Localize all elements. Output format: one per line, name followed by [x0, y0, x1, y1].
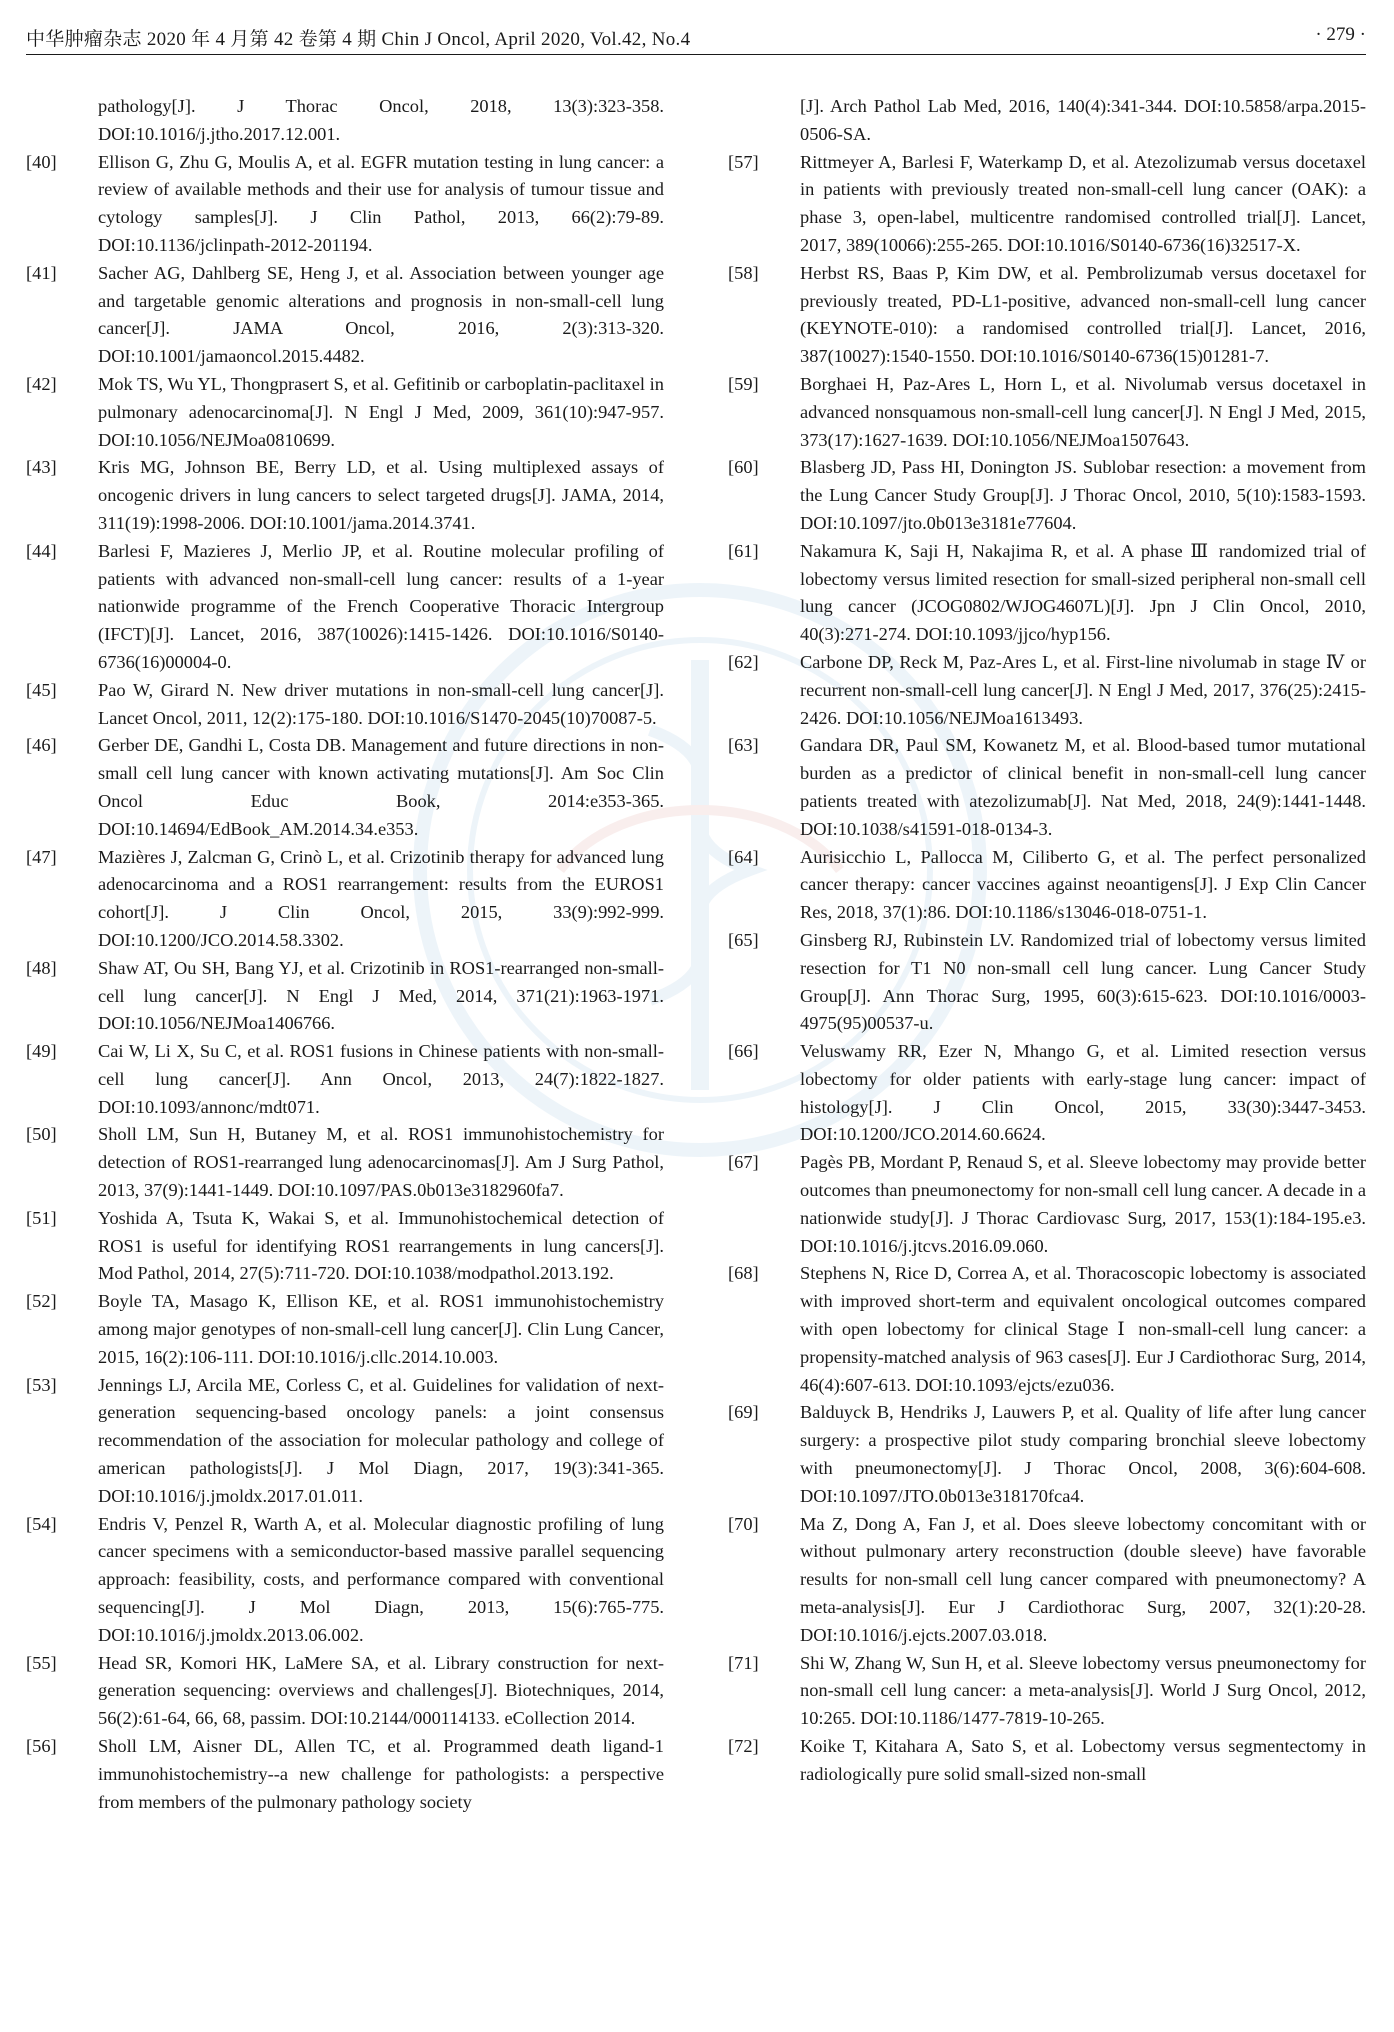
reference-number: [55] — [26, 1652, 57, 1673]
reference-text: pathology[J]. J Thorac Oncol, 2018, 13(3):323-358. DOI:10.1016/j.jtho.2017.12.001. — [98, 96, 664, 144]
reference-entry — [728, 1733, 1366, 1789]
reference-number: [41] — [26, 262, 57, 283]
reference-entry — [26, 844, 664, 955]
reference-text: Sholl LM, Sun H, Butaney M, et al. ROS1 immunohistochemistry for detection of ROS1-rearranged lung adenocarcinomas[J]. Am J Surg Pathol, 2013, 37(9):1441-1449. DOI:10.1097/PAS.0b013e3182960fa7. — [98, 1124, 664, 1201]
reference-text: Mazières J, Zalcman G, Crinò L, et al. Crizotinib therapy for advanced lung adenocarcinoma and a ROS1 rearrangement: results from the EUROS1 cohort[J]. J Clin Oncol, 2015, 33(9):992-999. DOI:10.1200/JCO.2014.58.3302. — [98, 846, 664, 950]
reference-entry — [26, 1511, 664, 1650]
reference-text: Carbone DP, Reck M, Paz-Ares L, et al. First-line nivolumab in stage Ⅳ or recurrent non-small-cell lung cancer[J]. N Engl J Med, 2017, 376(25):2415-2426. DOI:10.1056/NEJMoa1613493. — [800, 651, 1366, 728]
reference-number: [62] — [728, 651, 759, 672]
reference-text: Mok TS, Wu YL, Thongprasert S, et al. Gefitinib or carboplatin-paclitaxel in pulmonary adenocarcinoma[J]. N Engl J Med, 2009, 361(10):947-957. DOI:10.1056/NEJMoa0810699. — [98, 373, 664, 450]
reference-number: [69] — [728, 1402, 759, 1423]
reference-text: Barlesi F, Mazieres J, Merlio JP, et al. Routine molecular profiling of patients with advanced non-small-cell lung cancer: results of a 1-year nationwide programme of the French Cooperative Thoracic Intergroup (IFCT)[J]. Lancet, 2016, 387(10026):1415-1426. DOI:10.1016/S0140-6736(16)00004-0. — [98, 540, 664, 672]
reference-number: [68] — [728, 1263, 759, 1284]
reference-number: [64] — [728, 846, 759, 867]
reference-entry — [26, 93, 664, 149]
journal-citation-header: 中华肿瘤杂志 2020 年 4 月第 42 卷第 4 期 Chin J Oncol, April 2020, Vol.42, No.4 — [26, 29, 691, 50]
reference-entry — [728, 149, 1366, 260]
reference-entry — [728, 844, 1366, 927]
reference-entry — [26, 1121, 664, 1204]
reference-text: Borghaei H, Paz-Ares L, Horn L, et al. Nivolumab versus docetaxel in advanced nonsquamous non-small-cell lung cancer[J]. N Engl J Med, 2015, 373(17):1627-1639. DOI:10.1056/NEJMoa1507643. — [800, 373, 1366, 450]
reference-number: [51] — [26, 1207, 57, 1228]
reference-text: Ginsberg RJ, Rubinstein LV. Randomized trial of lobectomy versus limited resection for T1 N0 non-small cell lung cancer. Lung Cancer Study Group[J]. Ann Thorac Surg, 1995, 60(3):615-623. DOI:10.1016/0003-4975(95)00537-u. — [800, 929, 1366, 1034]
reference-number: [70] — [728, 1513, 759, 1534]
reference-text: [J]. Arch Pathol Lab Med, 2016, 140(4):341-344. DOI:10.5858/arpa.2015-0506-SA. — [800, 96, 1366, 144]
reference-text: Head SR, Komori HK, LaMere SA, et al. Library construction for next-generation sequencing: overviews and challenges[J]. Biotechniques, 2014, 56(2):61-64, 66, 68, passim. DOI:10.2144/000114133. eCollection 2014. — [98, 1652, 664, 1729]
reference-number: [44] — [26, 540, 57, 561]
reference-number: [53] — [26, 1374, 57, 1395]
reference-number: [46] — [26, 735, 57, 756]
reference-number: [45] — [26, 679, 57, 700]
reference-text: Shaw AT, Ou SH, Bang YJ, et al. Crizotinib in ROS1-rearranged non-small-cell lung cancer[J]. N Engl J Med, 2014, 371(21):1963-1971. DOI:10.1056/NEJMoa1406766. — [98, 957, 664, 1034]
reference-entry — [26, 1733, 664, 1816]
reference-text: Veluswamy RR, Ezer N, Mhango G, et al. Limited resection versus lobectomy for older patients with early-stage lung cancer: impact of histology[J]. J Clin Oncol, 2015, 33(30):3447-3453. DOI:10.1200/JCO.2014.60.6624. — [800, 1041, 1366, 1145]
reference-number: [52] — [26, 1291, 57, 1312]
page-number: · 279 · — [1315, 24, 1366, 45]
reference-entry — [26, 1205, 664, 1288]
reference-number: [61] — [728, 540, 759, 561]
reference-entry — [26, 1650, 664, 1733]
reference-text: Pao W, Girard N. New driver mutations in non-small-cell lung cancer[J]. Lancet Oncol, 2011, 12(2):175-180. DOI:10.1016/S1470-2045(10)70087-5. — [98, 679, 664, 728]
reference-text: Sacher AG, Dahlberg SE, Heng J, et al. Association between younger age and targetable genomic alterations and prognosis in non-small-cell lung cancer[J]. JAMA Oncol, 2016, 2(3):313-320. DOI:10.1001/jamaoncol.2015.4482. — [98, 262, 664, 367]
reference-number: [50] — [26, 1124, 57, 1145]
running-header — [26, 18, 1366, 58]
reference-entry — [26, 454, 664, 537]
reference-entry — [728, 1149, 1366, 1260]
reference-text: Kris MG, Johnson BE, Berry LD, et al. Using multiplexed assays of oncogenic drivers in lung cancers to select targeted drugs[J]. JAMA, 2014, 311(19):1998-2006. DOI:10.1001/jama.2014.3741. — [98, 457, 664, 533]
reference-text: Yoshida A, Tsuta K, Wakai S, et al. Immunohistochemical detection of ROS1 is useful for identifying ROS1 rearrangements in lung cancers[J]. Mod Pathol, 2014, 27(5):711-720. DOI:10.1038/modpathol.2013.192. — [98, 1207, 664, 1284]
reference-number: [66] — [728, 1041, 759, 1062]
reference-text: Boyle TA, Masago K, Ellison KE, et al. ROS1 immunohistochemistry among major genotypes of non-small-cell lung cancer[J]. Clin Lung Cancer, 2015, 16(2):106-111. DOI:10.1016/j.cllc.2014.10.003. — [98, 1291, 664, 1367]
reference-entry — [26, 955, 664, 1038]
reference-number: [58] — [728, 262, 759, 283]
reference-entry — [728, 927, 1366, 1038]
reference-text: Ma Z, Dong A, Fan J, et al. Does sleeve lobectomy concomitant with or without pulmonary artery reconstruction (double sleeve) have favorable results for non-small cell lung cancer compared with pneumonectomy? A meta-analysis[J]. Eur J Cardiothorac Surg, 2007, 32(1):20-28. DOI:10.1016/j.ejcts.2007.03.018. — [800, 1513, 1366, 1645]
header-rule — [26, 54, 1366, 55]
reference-number: [67] — [728, 1152, 759, 1173]
reference-text: Aurisicchio L, Pallocca M, Ciliberto G, et al. The perfect personalized cancer therapy: cancer vaccines against neoantigens[J]. J Exp Clin Cancer Res, 2018, 37(1):86. DOI:10.1186/s13046-018-0751-1. — [800, 846, 1366, 923]
reference-text: Stephens N, Rice D, Correa A, et al. Thoracoscopic lobectomy is associated with improved short-term and equivalent oncological outcomes compared with open lobectomy for clinical Stage Ⅰ non-small-cell lung cancer: a propensity-matched analysis of 963 cases[J]. Eur J Cardiothorac Surg, 2014, 46(4):607-613. DOI:10.1093/ejcts/ezu036. — [800, 1263, 1366, 1395]
reference-text: Koike T, Kitahara A, Sato S, et al. Lobectomy versus segmentectomy in radiologically pure solid small-sized non-small — [800, 1736, 1366, 1784]
reference-text: Nakamura K, Saji H, Nakajima R, et al. A phase Ⅲ randomized trial of lobectomy versus limited resection for small-sized peripheral non-small cell lung cancer (JCOG0802/WJOG4607L)[J]. Jpn J Clin Oncol, 2010, 40(3):271-274. DOI:10.1093/jjco/hyp156. — [800, 540, 1366, 645]
reference-text: Herbst RS, Baas P, Kim DW, et al. Pembrolizumab versus docetaxel for previously treated, PD-L1-positive, advanced non-small-cell lung cancer (KEYNOTE-010): a randomised controlled trial[J]. Lancet, 2016, 387(10027):1540-1550. DOI:10.1016/S0140-6736(15)01281-7. — [800, 262, 1366, 367]
reference-number: [49] — [26, 1041, 57, 1062]
left-reference-column — [26, 93, 664, 1816]
reference-text: Blasberg JD, Pass HI, Donington JS. Sublobar resection: a movement from the Lung Cancer Study Group[J]. J Thorac Oncol, 2010, 5(10):1583-1593. DOI:10.1097/jto.0b013e3181e77604. — [800, 457, 1366, 533]
reference-text: Pagès PB, Mordant P, Renaud S, et al. Sleeve lobectomy may provide better outcomes than pneumonectomy for non-small cell lung cancer. A decade in a nationwide study[J]. J Thorac Cardiovasc Surg, 2017, 153(1):184-195.e3. DOI:10.1016/j.jtcvs.2016.09.060. — [800, 1152, 1366, 1256]
reference-entry — [26, 538, 664, 677]
reference-text: Gerber DE, Gandhi L, Costa DB. Management and future directions in non-small cell lung cancer with known activating mutations[J]. Am Soc Clin Oncol Educ Book, 2014:e353-365. DOI:10.14694/EdBook_AM.2014.34.e353. — [98, 735, 664, 839]
reference-number: [59] — [728, 373, 759, 394]
reference-entry — [728, 732, 1366, 843]
reference-number: [54] — [26, 1513, 57, 1534]
reference-text: Cai W, Li X, Su C, et al. ROS1 fusions in Chinese patients with non-small-cell lung cancer[J]. Ann Oncol, 2013, 24(7):1822-1827. DOI:10.1093/annonc/mdt071. — [98, 1041, 664, 1117]
reference-number: [71] — [728, 1652, 759, 1673]
reference-text: Balduyck B, Hendriks J, Lauwers P, et al. Quality of life after lung cancer surgery: a prospective pilot study comparing bronchial sleeve lobectomy with pneumonectomy[J]. J Thorac Oncol, 2008, 3(6):604-608. DOI:10.1097/JTO.0b013e318170fca4. — [800, 1402, 1366, 1506]
reference-entry — [26, 1372, 664, 1511]
reference-number: [57] — [728, 151, 759, 172]
reference-entry — [728, 93, 1366, 149]
reference-text: Ellison G, Zhu G, Moulis A, et al. EGFR mutation testing in lung cancer: a review of available methods and their use for analysis of tumour tissue and cytology samples[J]. J Clin Pathol, 2013, 66(2):79-89. DOI:10.1136/jclinpath-2012-201194. — [98, 151, 664, 255]
reference-number: [63] — [728, 735, 759, 756]
reference-entry — [728, 538, 1366, 649]
reference-entry — [728, 1650, 1366, 1733]
reference-entry — [26, 732, 664, 843]
reference-entry — [728, 1038, 1366, 1149]
reference-text: Jennings LJ, Arcila ME, Corless C, et al. Guidelines for validation of next-generation sequencing-based oncology panels: a joint consensus recommendation of the association for molecular pathology and college of american pathologists[J]. J Mol Diagn, 2017, 19(3):341-365. DOI:10.1016/j.jmoldx.2017.01.011. — [98, 1374, 664, 1506]
reference-text: Shi W, Zhang W, Sun H, et al. Sleeve lobectomy versus pneumonectomy for non-small cell lung cancer: a meta-analysis[J]. World J Surg Oncol, 2012, 10:265. DOI:10.1186/1477-7819-10-265. — [800, 1652, 1366, 1729]
reference-number: [47] — [26, 846, 57, 867]
reference-entry — [26, 149, 664, 260]
reference-number: [72] — [728, 1736, 759, 1757]
reference-entry — [26, 1038, 664, 1121]
reference-entry — [728, 371, 1366, 454]
reference-text: Endris V, Penzel R, Warth A, et al. Molecular diagnostic profiling of lung cancer specimens with a semiconductor-based massive parallel sequencing approach: feasibility, costs, and performance compared with conventional sequencing[J]. J Mol Diagn, 2013, 15(6):765-775. DOI:10.1016/j.jmoldx.2013.06.002. — [98, 1513, 664, 1645]
reference-number: [48] — [26, 957, 57, 978]
reference-entry — [26, 677, 664, 733]
reference-text: Sholl LM, Aisner DL, Allen TC, et al. Programmed death ligand-1 immunohistochemistry--a new challenge for pathologists: a perspective from members of the pulmonary pathology society — [98, 1736, 664, 1812]
reference-entry — [26, 1288, 664, 1371]
right-reference-column — [728, 93, 1366, 1789]
reference-entry — [728, 649, 1366, 732]
reference-entry — [728, 1511, 1366, 1650]
reference-entry — [26, 260, 664, 371]
reference-number: [43] — [26, 457, 57, 478]
reference-text: Gandara DR, Paul SM, Kowanetz M, et al. Blood-based tumor mutational burden as a predictor of clinical benefit in non-small-cell lung cancer patients treated with atezolizumab[J]. Nat Med, 2018, 24(9):1441-1448. DOI:10.1038/s41591-018-0134-3. — [800, 735, 1366, 839]
reference-entry — [728, 454, 1366, 537]
reference-text: Rittmeyer A, Barlesi F, Waterkamp D, et al. Atezolizumab versus docetaxel in patients with previously treated non-small-cell lung cancer (OAK): a phase 3, open-label, multicentre randomised controlled trial[J]. Lancet, 2017, 389(10066):255-265. DOI:10.1016/S0140-6736(16)32517-X. — [800, 151, 1366, 255]
reference-number: [42] — [26, 373, 57, 394]
reference-entry — [728, 1399, 1366, 1510]
reference-entry — [26, 371, 664, 454]
reference-number: [56] — [26, 1736, 57, 1757]
reference-number: [40] — [26, 151, 57, 172]
reference-number: [65] — [728, 929, 759, 950]
reference-number: [60] — [728, 457, 759, 478]
reference-entry — [728, 260, 1366, 371]
reference-entry — [728, 1260, 1366, 1399]
